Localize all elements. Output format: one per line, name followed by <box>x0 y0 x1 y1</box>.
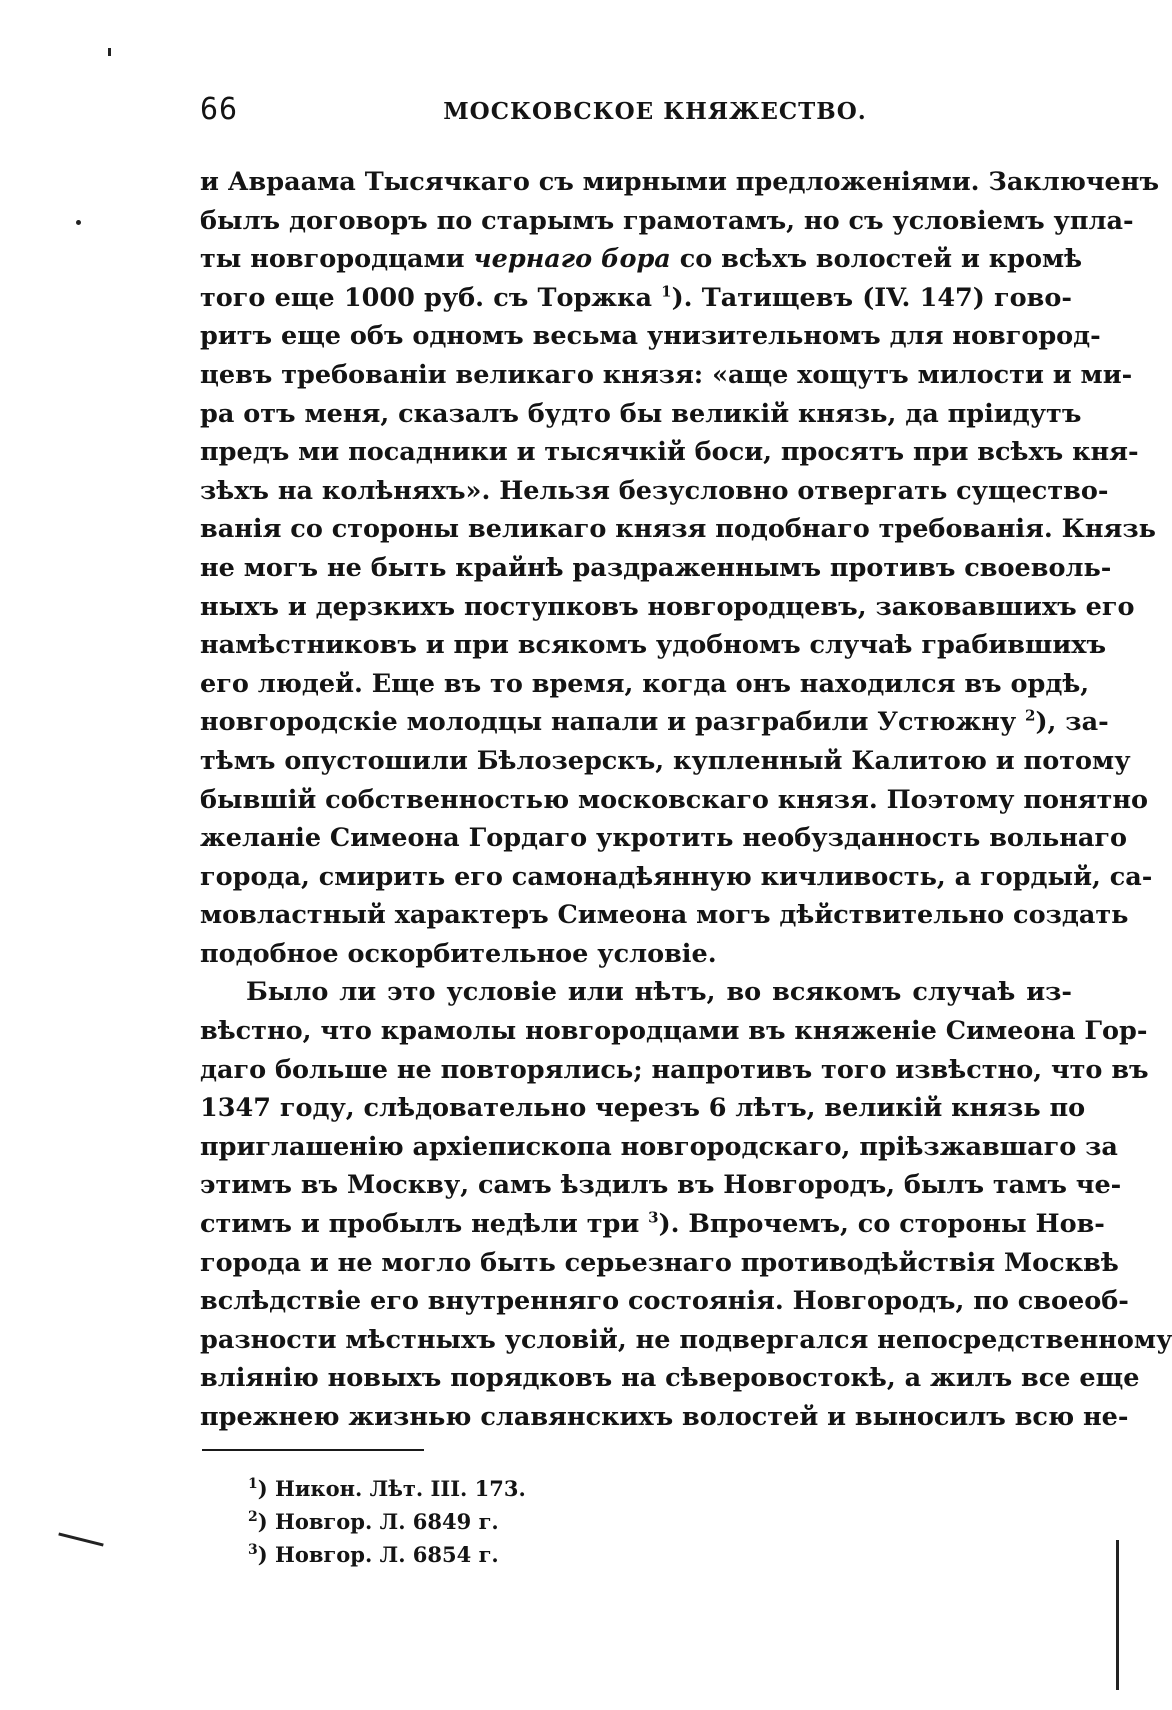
text-line: приглашенію архіепископа новгородскаго, пріѣзжавшаго за <box>200 1131 1118 1162</box>
scan-edge-line <box>1116 1540 1119 1690</box>
text-run: ). Татищевъ (IV. 147) гово- <box>671 282 1072 313</box>
scan-speck <box>108 48 111 56</box>
text-line: города и не могло быть серьезнаго противодѣйствія Москвѣ <box>200 1247 1119 1278</box>
text-line: ритъ еще объ одномъ весьма унизительномъ для новгород- <box>200 321 1101 352</box>
text-run: ), за- <box>1035 707 1109 738</box>
footnote <box>248 1472 948 1505</box>
text-line: мовластный характеръ Симеона могъ дѣйствительно создать <box>200 900 1129 931</box>
footnote-marker: 2 <box>248 1509 258 1525</box>
footnote-marker: 3 <box>248 1542 258 1558</box>
text-line: былъ договоръ по старымъ грамотамъ, но съ условіемъ упла- <box>200 205 1134 236</box>
text-line <box>200 279 1072 318</box>
text-run: ). Впрочемъ, со стороны Нов- <box>658 1209 1105 1240</box>
footnote-reference: 2 <box>1025 706 1036 725</box>
text-line: ныхъ и дерзкихъ поступковъ новгородцевъ, заковавшихъ его <box>200 591 1135 622</box>
text-run: со всѣхъ волостей и кромѣ <box>670 244 1083 275</box>
footnote-marker: 1 <box>248 1476 258 1492</box>
footnote-text: ) Новгор. Л. 6849 г. <box>257 1509 499 1534</box>
text-line: его людей. Еще въ то время, когда онъ находился въ ордѣ, <box>200 668 1090 699</box>
text-line <box>200 703 1109 742</box>
footnote-reference: 1 <box>661 282 672 301</box>
text-line: цевъ требованіи великаго князя: «аще хощутъ милости и ми- <box>200 359 1133 390</box>
text-line: даго больше не повторялись; напротивъ того извѣстно, что въ <box>200 1054 1149 1085</box>
text-line: вѣстно, что крамолы новгородцами въ княженіе Симеона Гор- <box>200 1016 1148 1047</box>
text-line: и Авраама Тысячкаго съ мирными предложеніями. Заключенъ <box>200 167 1160 197</box>
text-run: ты новгородцами <box>200 244 474 275</box>
footnote-reference: 3 <box>648 1208 659 1227</box>
footnote <box>248 1505 948 1538</box>
text-line: города, смирить его самонадѣянную кичливость, а гордый, са- <box>200 861 1153 892</box>
text-line: бывшій собственностью московскаго князя. Поэтому понятно <box>200 784 1148 815</box>
paragraph <box>200 973 1172 1436</box>
page-header <box>200 92 1070 138</box>
text-line: не могъ не быть крайнѣ раздраженнымъ противъ своеволь- <box>200 552 1112 583</box>
footnote-text: ) Новгор. Л. 6854 г. <box>257 1542 499 1567</box>
paragraph <box>200 163 1160 973</box>
text-line: ванія со стороны великаго князя подобнаго требованія. Князь <box>200 514 1156 545</box>
text-line: вслѣдствіе его внутренняго состоянія. Новгородъ, по своеоб- <box>200 1286 1129 1317</box>
text-line: зѣхъ на колѣняхъ». Нельзя безусловно отвергать существо- <box>200 475 1109 506</box>
text-line: ра отъ меня, сказалъ будто бы великій князь, да пріидутъ <box>200 398 1082 429</box>
text-line: тѣмъ опустошили Бѣлозерскъ, купленный Калитою и потому <box>200 745 1131 776</box>
text-line: подобное оскорбительное условіе. <box>200 938 717 969</box>
footnote-text: ) Никон. Лѣт. III. 173. <box>257 1476 526 1501</box>
text-run: стимъ и пробылъ недѣли три <box>200 1209 649 1240</box>
text-line: вліянію новыхъ порядковъ на сѣверовостокѣ, а жилъ все еще <box>200 1363 1140 1394</box>
text-line: 1347 году, слѣдовательно черезъ 6 лѣтъ, великій князь по <box>200 1093 1086 1124</box>
page-number: 66 <box>200 92 239 127</box>
text-line: разности мѣстныхъ условій, не подвергался непосредственному <box>200 1324 1172 1355</box>
footnote <box>248 1538 948 1571</box>
footnote-rule <box>202 1449 424 1451</box>
text-line: этимъ въ Москву, самъ ѣздилъ въ Новгородъ, былъ тамъ че- <box>200 1170 1122 1201</box>
text-line: намѣстниковъ и при всякомъ удобномъ случаѣ грабившихъ <box>200 630 1107 661</box>
running-head: МОСКОВСКОЕ КНЯЖЕСТВО. <box>443 98 867 125</box>
text-line: Было ли это условіе или нѣтъ, во всякомъ случаѣ из- <box>246 977 1072 1008</box>
text-line: желаніе Симеона Гордаго укротить необузданность вольнаго <box>200 823 1128 854</box>
footnotes <box>248 1472 948 1571</box>
text-line <box>200 1205 1105 1244</box>
text-line <box>200 240 1083 279</box>
text-run: того еще 1000 руб. съ Торжка <box>200 282 662 313</box>
text-line: прежнею жизнью славянскихъ волостей и выносилъ всю не- <box>200 1402 1129 1432</box>
scan-smudge <box>58 1532 103 1546</box>
body-text <box>200 163 1172 1437</box>
text-run: новгородскіе молодцы напали и разграбили Устюжну <box>200 707 1026 738</box>
scan-speck <box>76 220 81 225</box>
text-line: предъ ми посадники и тысячкій боси, просятъ при всѣхъ кня- <box>200 437 1139 468</box>
italic-run: чернаго бора <box>473 244 671 275</box>
